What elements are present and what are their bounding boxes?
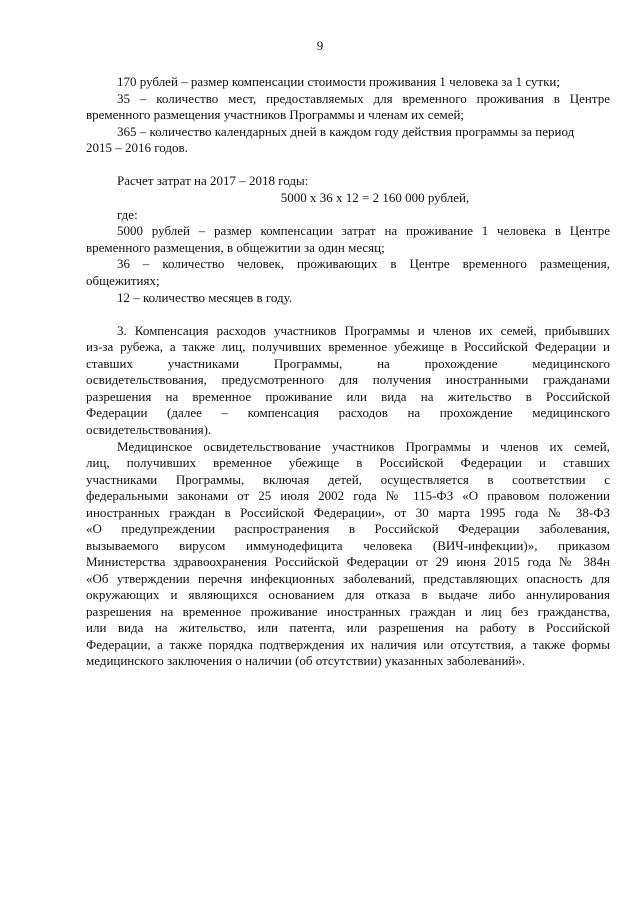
text-line: окружающих и являющихся основанием для отказа в выдаче либо аннулирования (86, 587, 610, 602)
text-line: «Об утверждении перечня инфекционных заболеваний, представляющих опасность для (86, 571, 610, 586)
text-line: 2015 – 2016 годов. (86, 140, 188, 155)
text-line: федеральными законами от 25 июля 2002 года № 115-ФЗ «О правовом положении (86, 488, 610, 503)
text-line: 5000 рублей – размер компенсации затрат на проживание 1 человека в Центре (117, 223, 610, 238)
text-line: разрешения на временное проживание или вида на жительство в Российской (86, 389, 610, 404)
text-line: 36 – количество человек, проживающих в Центре временного размещения, (117, 256, 610, 271)
text-line: временного размещения участников Программы и членам их семей; (86, 107, 465, 122)
text-line: из-за рубежа, а также лиц, получивших временное убежище в Российской Федерации и (86, 339, 610, 354)
text-line: «О предупреждении распространения в Российской Федерации заболевания, (86, 521, 610, 536)
text-line: временного размещения, в общежитии за один месяц; (86, 240, 385, 255)
text-line: 3. Компенсация расходов участников Программы и членов их семей, прибывших (117, 323, 610, 338)
text-line: иностранных граждан в Российской Федерации», от 30 марта 1995 года № 38-ФЗ (86, 505, 610, 520)
text-line: лиц, получивших временное убежище в Российской Федерации и ставших (86, 455, 610, 470)
formula: 5000 х 36 х 12 = 2 160 000 рублей, (280, 190, 470, 205)
text-line: 170 рублей – размер компенсации стоимости проживания 1 человека за 1 сутки; (117, 74, 561, 89)
text-line: Федерации, а также порядка подтверждения их наличия или отсутствия, а также формы (86, 637, 610, 652)
text-line: разрешения на временное проживание иностранных граждан и лиц без гражданства, (86, 604, 610, 619)
text-line: Министерства здравоохранения Российской Федерации от 29 июня 2015 года № 384н (86, 554, 610, 569)
text-line: 12 – количество месяцев в году. (117, 290, 293, 305)
text-line: Федерации (далее – компенсация расходов на прохождение медицинского (86, 405, 610, 420)
page-number: 9 (316, 38, 324, 53)
text-line: освидетельствования). (86, 422, 212, 437)
text-line: или вида на жительство, или патента, или разрешения на работу в Российской (86, 620, 610, 635)
text-line: Расчет затрат на 2017 – 2018 годы: (117, 173, 309, 188)
text-line: ставших участниками Программы, на прохождение медицинского (86, 356, 610, 371)
text-line: медицинского заключения о наличии (об отсутствии) указанных заболеваний». (86, 653, 526, 668)
text-line: общежитиях; (86, 273, 160, 288)
text-line: 365 – количество календарных дней в каждом году действия программы за период (117, 124, 575, 139)
text-line: где: (117, 207, 138, 222)
text-line: освидетельствования, предусмотренного для получения иностранными гражданами (86, 372, 610, 387)
text-line: вызываемого вирусом иммунодефицита человека (ВИЧ-инфекции)», приказом (86, 538, 610, 553)
text-line: 35 – количество мест, предоставляемых для временного проживания в Центре (117, 91, 610, 106)
text-line: Медицинское освидетельствование участников Программы и членов их семей, (117, 439, 610, 454)
text-line: участниками Программы, включая детей, осуществляется в соответствии с (86, 472, 610, 487)
